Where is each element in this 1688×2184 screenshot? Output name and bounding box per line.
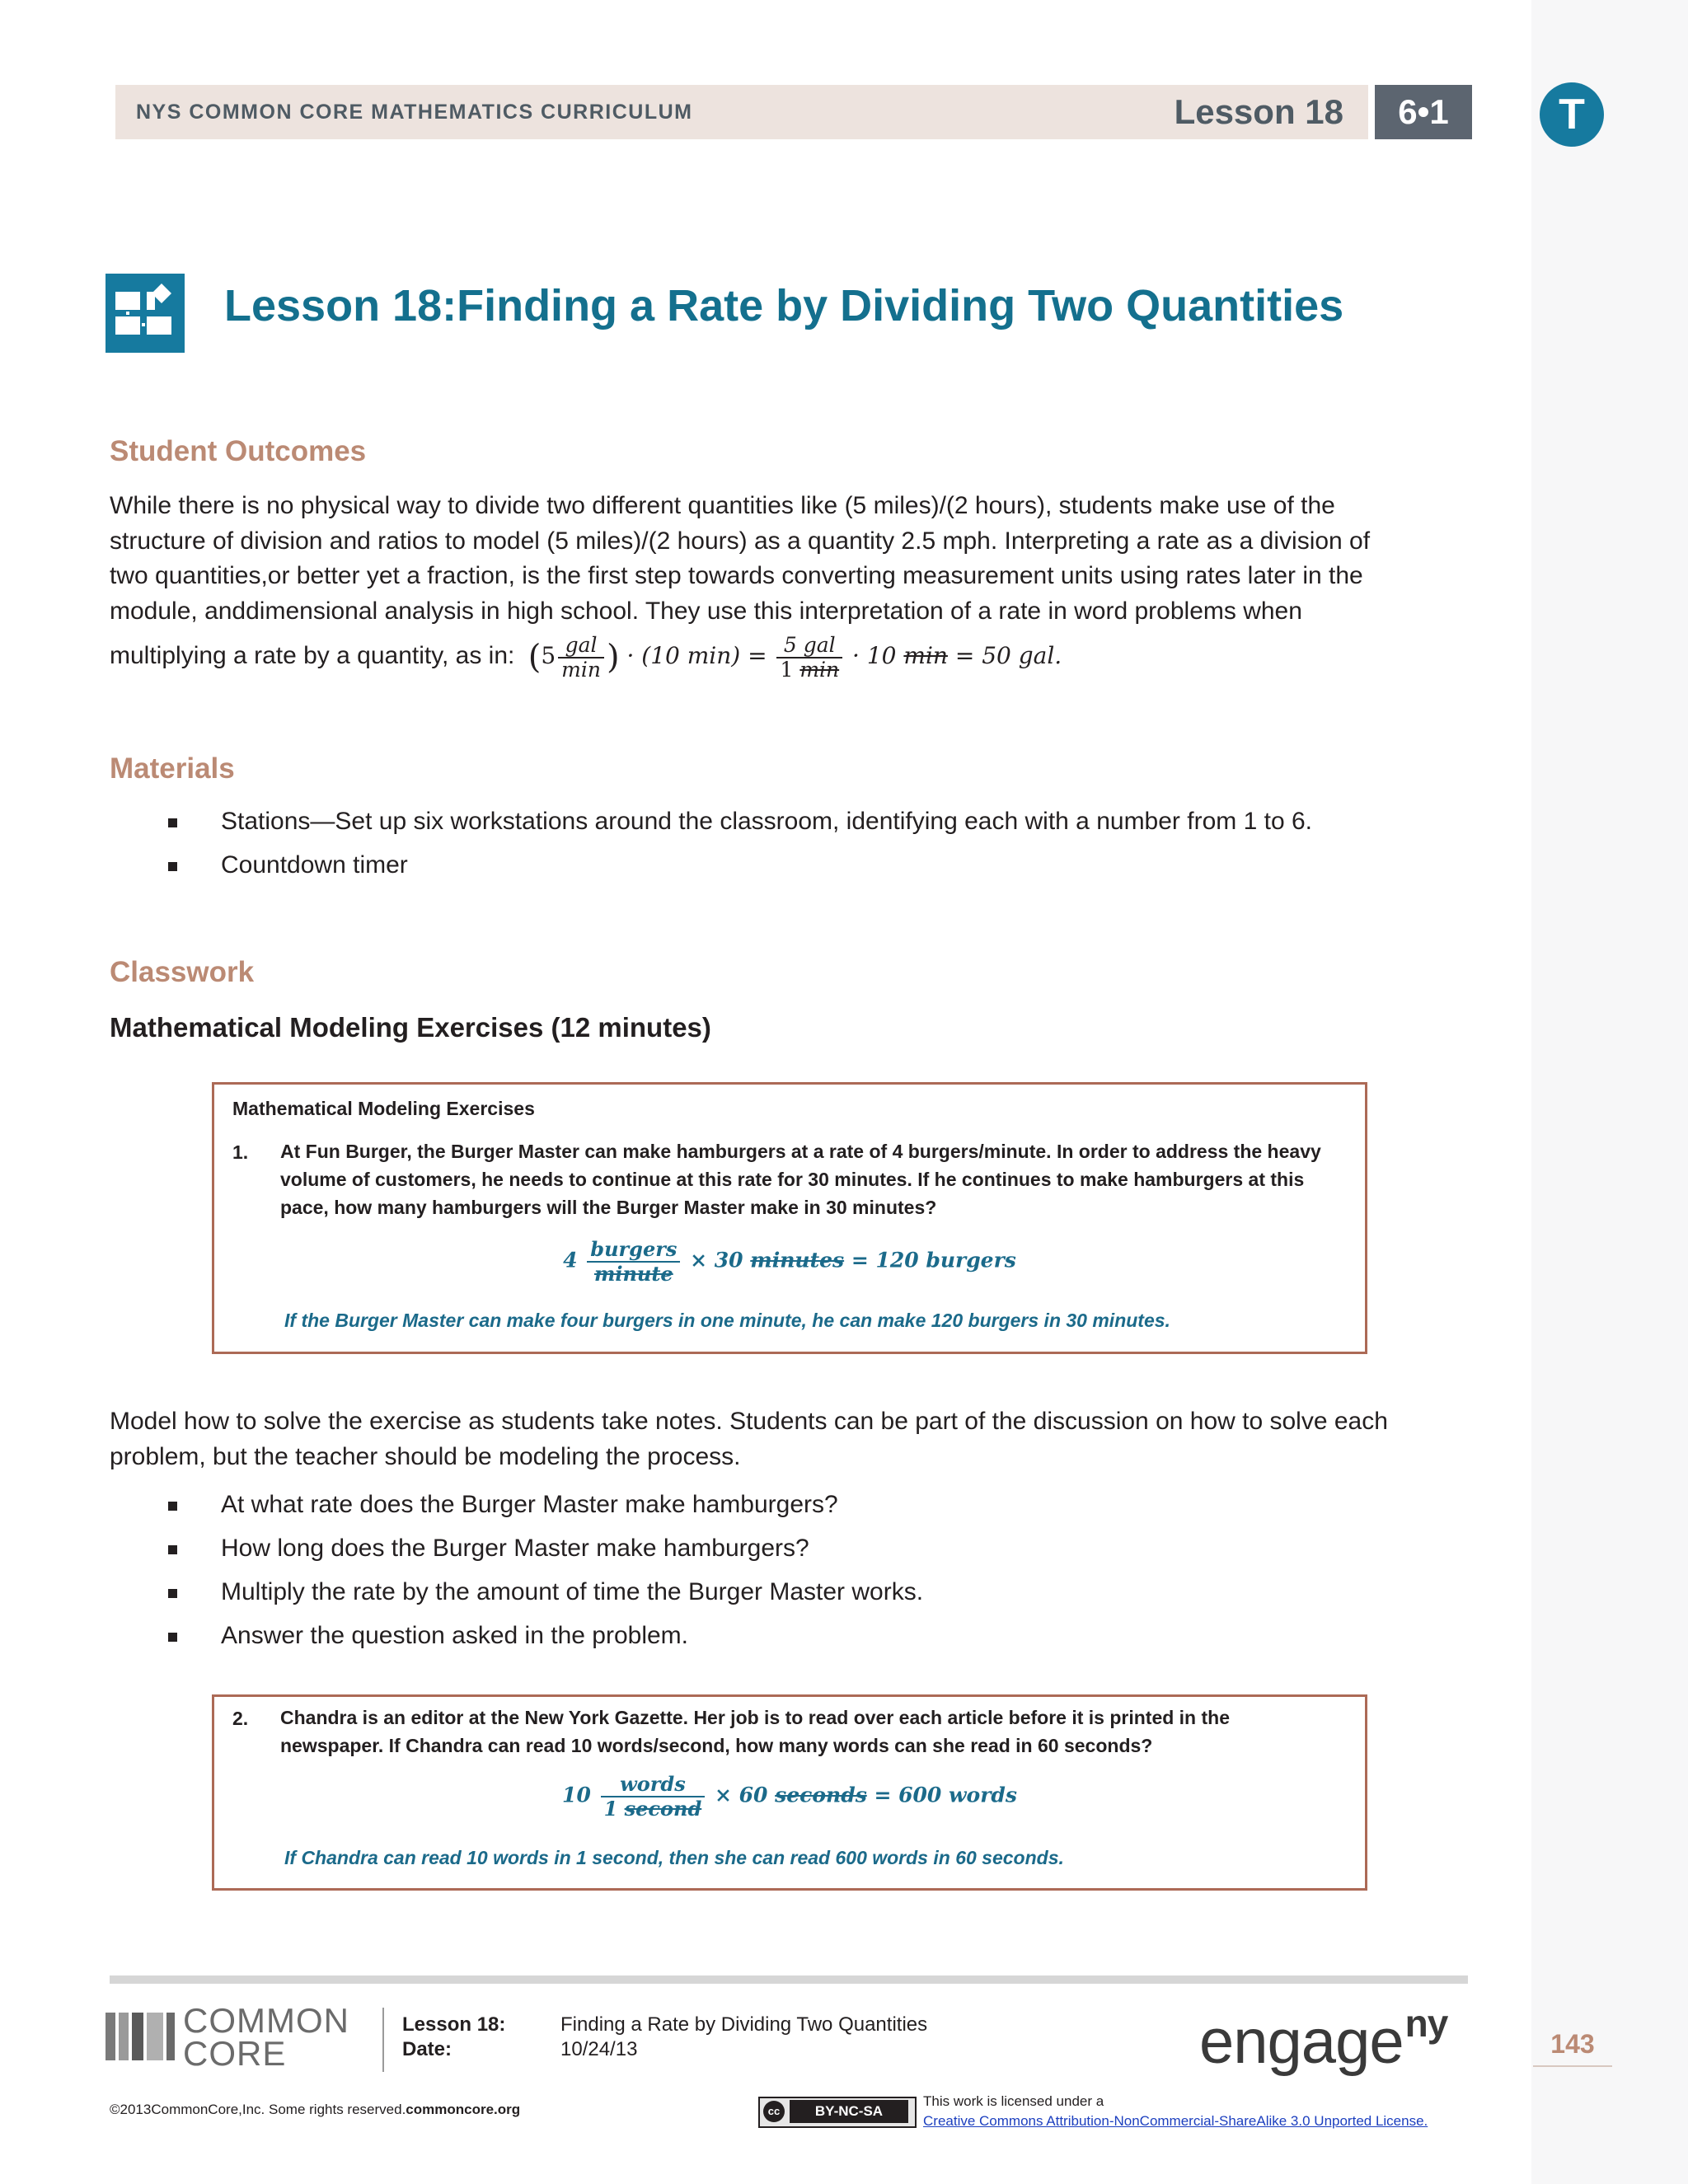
eq-f1-num: gal — [558, 634, 604, 658]
eq-post: · 10 — [852, 642, 897, 669]
eq-num: words — [601, 1773, 706, 1797]
model-steps-list — [165, 1491, 923, 1666]
list-item — [165, 851, 1312, 895]
exercise-line: pace, how many hamburgers will the Burger Master make in 30 minutes? — [280, 1197, 937, 1218]
footer-date-label: Date: — [402, 2038, 452, 2060]
eq-coefficient: 10 — [562, 1783, 591, 1807]
header-lesson: Lesson 18 — [1174, 92, 1343, 131]
page-margin-shade — [1531, 0, 1688, 2184]
bullet-icon — [168, 1589, 177, 1598]
copyright-site: commoncore.org — [406, 2102, 521, 2117]
eq-fraction-2 — [776, 634, 842, 682]
list-item-text: At what rate does the Burger Master make hamburgers? — [221, 1491, 838, 1518]
footer-rule — [110, 1975, 1468, 1984]
exercise-line: At Fun Burger, the Burger Master can make hamburgers at a rate of 4 burgers/minute. In order to address the heavy — [280, 1141, 1321, 1162]
footer-date-value: 10/24/13 — [560, 2038, 638, 2060]
copyright-text: ©2013CommonCore,Inc. Some rights reserved. — [110, 2102, 406, 2117]
cc-mark: cc — [763, 2101, 785, 2122]
page-number: 143 — [1550, 2029, 1595, 2059]
eq-f2-den-n: 1 — [780, 657, 794, 682]
eq-result: = 600 words — [874, 1783, 1017, 1807]
materials-list — [165, 808, 1312, 895]
list-item-text: Multiply the rate by the amount of time the Burger Master works. — [221, 1578, 924, 1605]
eq-fraction — [601, 1773, 706, 1821]
exercise-answer: If Chandra can read 10 words in 1 second, then she can read 600 words in 60 seconds. — [284, 1847, 1064, 1868]
lesson-icon — [106, 274, 185, 353]
exercise-box-2 — [212, 1694, 1367, 1891]
bullet-icon — [168, 1502, 177, 1511]
eq-result: = 120 burgers — [851, 1248, 1016, 1272]
exercise-text — [280, 1704, 1343, 1760]
list-item-text: Answer the question asked in the problem. — [221, 1622, 688, 1649]
eq-den-unit: second — [624, 1797, 702, 1821]
bullet-icon — [168, 1545, 177, 1554]
exercise-2-equation — [214, 1773, 1365, 1821]
exercise-text — [280, 1137, 1343, 1221]
outcomes-line: module, anddimensional analysis in high school. They use this interpretation of a rate in word problems when — [110, 597, 1302, 625]
outcomes-line: structure of division and ratios to model (5 miles)/(2 hours) as a quantity 2.5 mph. Interpreting a rate as a division of — [110, 527, 1371, 555]
outcomes-line: two quantities,or better yet a fraction, is the first step towards converting measurement units using rates later in the — [110, 562, 1363, 589]
eq-f2-num: 5 gal — [776, 634, 842, 658]
engageny-logo — [1199, 2001, 1447, 2078]
eq-middle: · (10 min) = — [626, 642, 767, 669]
brand-line-1: COMMON — [183, 2001, 349, 2040]
eq-den: minute — [593, 1262, 673, 1286]
list-item-text: How long does the Burger Master make hamburgers? — [221, 1535, 809, 1562]
exercise-line: newspaper. If Chandra can read 10 words/second, how many words can she read in 60 seconds? — [280, 1735, 1153, 1756]
eq-result: = 50 gal. — [954, 642, 1062, 669]
footer-divider — [382, 2008, 384, 2072]
bullet-icon — [168, 818, 177, 827]
eq-times: × 30 — [690, 1248, 743, 1272]
outcomes-equation-line — [110, 628, 1461, 686]
exercise-number: 2. — [232, 1708, 249, 1729]
eq-fraction — [587, 1238, 680, 1286]
exercise-number: 1. — [232, 1141, 249, 1163]
classwork-heading: Classwork — [110, 956, 255, 988]
exercise-answer: If the Burger Master can make four burgers in one minute, he can make 120 burgers in 30 minutes. — [284, 1310, 1170, 1331]
outcomes-line: While there is no physical way to divide two different quantities like (5 miles)/(2 hours), students make use of the — [110, 492, 1335, 519]
bullet-icon — [168, 1633, 177, 1642]
outcomes-paragraph — [110, 489, 1461, 629]
exercise-line: volume of customers, he needs to continue at this rate for 30 minutes. If he continues to make hamburgers at this — [280, 1169, 1305, 1190]
materials-heading: Materials — [110, 752, 235, 785]
list-item — [165, 1491, 923, 1535]
rate-equation: (5 $\frac{\text{gal}}{\min}$ ) · (10 min) = $\frac{\text{5 gal}}{1 \min}$ · 10 min = 50 gal. — [528, 632, 1062, 682]
footer-lesson-label: Lesson 18: — [402, 2013, 506, 2036]
exercise-line: Chandra is an editor at the New York Gazette. Her job is to read over each article before it is printed in the — [280, 1707, 1230, 1728]
list-item — [165, 1622, 923, 1666]
exercise-box-title: Mathematical Modeling Exercises — [232, 1098, 535, 1119]
eq-num: burgers — [587, 1238, 680, 1263]
license-link[interactable]: Creative Commons Attribution-NonCommercial-ShareAlike 3.0 Unported License. — [923, 2113, 1428, 2129]
list-item — [165, 1535, 923, 1578]
page-number-rule — [1533, 2065, 1612, 2067]
teacher-edition-badge: T — [1540, 82, 1604, 147]
outcomes-heading: Student Outcomes — [110, 435, 367, 467]
cc-badge-text: BY-NC-SA — [790, 2100, 908, 2123]
eq-f2-den-unit: min — [799, 657, 840, 682]
eq-coefficient: 4 — [563, 1248, 578, 1272]
eq-unit: seconds — [775, 1783, 867, 1807]
model-paragraph — [110, 1404, 1461, 1474]
eq-post-unit: min — [903, 642, 948, 669]
model-line: Model how to solve the exercise as students take notes. Students can be part of the discussion on how to solve each — [110, 1408, 1388, 1435]
lesson-title: Lesson 18:Finding a Rate by Dividing Two Quantities — [224, 281, 1344, 330]
eq-unit: minutes — [750, 1248, 845, 1272]
exercise-1-equation — [214, 1238, 1365, 1286]
classwork-subheading: Mathematical Modeling Exercises (12 minutes) — [110, 1012, 711, 1043]
brand-line-2: CORE — [183, 2034, 287, 2073]
model-line: problem, but the teacher should be modeling the process. — [110, 1442, 741, 1470]
eq-times: × 60 — [714, 1783, 768, 1807]
cc-license-badge-icon[interactable] — [758, 2097, 917, 2128]
engage-superscript: ny — [1404, 2002, 1448, 2045]
list-item — [165, 808, 1312, 851]
module-badge: 6•1 — [1375, 85, 1472, 139]
engage-word: engage — [1199, 2007, 1404, 2077]
license-intro: This work is licensed under a — [923, 2093, 1104, 2109]
eq-fraction-1 — [558, 634, 604, 682]
list-item-text: Countdown timer — [221, 851, 408, 879]
curriculum-label: NYS COMMON CORE MATHEMATICS CURRICULUM — [136, 101, 693, 124]
footer-lesson-value: Finding a Rate by Dividing Two Quantities — [560, 2013, 928, 2036]
outcomes-equation-prefix: multiplying a rate by a quantity, as in: — [110, 642, 515, 669]
bullet-icon — [168, 862, 177, 871]
exercise-box-1 — [212, 1082, 1367, 1354]
list-item-text: Stations—Set up six workstations around the classroom, identifying each with a number from 1 to 6. — [221, 808, 1312, 835]
eq-coefficient: 5 — [541, 642, 556, 669]
list-item — [165, 1578, 923, 1622]
eq-den-n: 1 — [603, 1797, 618, 1821]
copyright — [110, 2102, 520, 2118]
eq-f1-den: min — [561, 657, 601, 682]
